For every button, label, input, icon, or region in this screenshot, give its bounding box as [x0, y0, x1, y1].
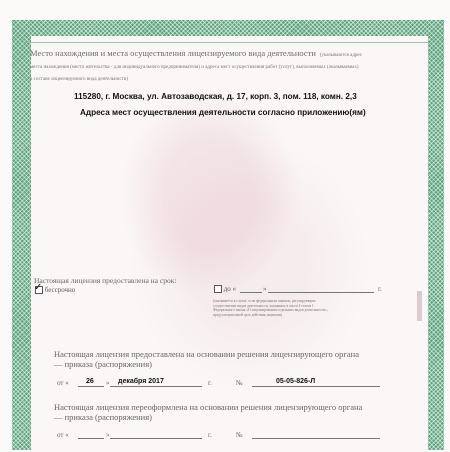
until-option-label: до « — [223, 285, 237, 293]
until-date-line — [268, 292, 374, 293]
activity-address-title: Место нахождения и места осуществления лицензируемого вида деятельности — [30, 48, 316, 58]
decision-number-value: 05-05-826-Л — [276, 378, 316, 385]
decision-date-prefix: от « — [57, 379, 69, 387]
check-mark-icon: ✓ — [34, 282, 43, 293]
decision-day-value: 26 — [86, 378, 94, 385]
decision-month-value: декабря 2017 — [118, 378, 164, 385]
reissue-heading — [54, 402, 384, 422]
decision-heading-line-1: Настоящая лицензия предоставлена на основании решения лицензирующего органа — [54, 349, 359, 359]
reissue-heading-line-2: — приказа (распоряжения) — [54, 412, 152, 422]
reissue-date-prefix: от « — [57, 431, 69, 439]
license-term-note: (указывается в случае, если федеральным законом, регулирующим осуществление видов деятельности, указанных в части 4 статьи 1 Федерального закона «О лицензировании отдельных видов деятельности», предусмотрен иной срок действия лицензии) — [213, 299, 328, 317]
decision-month-line — [110, 386, 202, 387]
decision-day — [86, 377, 94, 385]
activity-address-heading — [30, 48, 410, 84]
reissue-year-suffix: г. — [208, 431, 212, 439]
activity-address-appendix: Адреса мест осуществления деятельности согласно приложению(ям) — [80, 108, 366, 117]
until-checkbox[interactable] — [214, 285, 222, 293]
until-option[interactable] — [214, 285, 236, 293]
reissue-number-line — [252, 438, 380, 439]
activity-address-fine-print-1: места нахождения (место жительства - для индивидуального предпринимателя) и адреса мест осуществления работ (услуг), выполняемых (оказываемых) — [30, 65, 359, 70]
activity-address-fine-print-2: в составе лицензируемого вида деятельности) — [30, 77, 129, 82]
decision-day-line — [78, 386, 104, 387]
reissue-number-label: № — [236, 431, 243, 439]
activity-address-note: (указываются адрес — [319, 53, 362, 58]
reissue-day-close: » — [106, 431, 110, 439]
decision-heading-line-2: — приказа (распоряжения) — [54, 359, 152, 369]
edge-stain — [417, 291, 422, 321]
license-term-label: Настоящая лицензия предоставлена на срок: — [34, 276, 177, 285]
decision-number — [276, 377, 315, 385]
until-day-close: » — [263, 285, 267, 293]
until-day-line — [240, 292, 262, 293]
reissue-heading-line-1: Настоящая лицензия переоформлена на основании решения лицензирующего органа — [54, 402, 363, 412]
decision-month — [118, 377, 164, 385]
reissue-month-line — [110, 438, 202, 439]
decision-day-close: » — [106, 379, 110, 387]
decision-number-label: № — [236, 379, 243, 387]
until-year-suffix: г. — [378, 285, 382, 293]
activity-address-value: 115280, г. Москва, ул. Автозаводская, д. 17, корп. 3, пом. 118, комн. 2,3 — [74, 92, 357, 101]
decision-year-suffix: г. — [208, 379, 212, 387]
decision-heading — [54, 349, 384, 369]
reissue-day-line — [78, 438, 104, 439]
unlimited-option-label: бессрочно — [44, 286, 76, 294]
decision-number-line — [252, 386, 380, 387]
